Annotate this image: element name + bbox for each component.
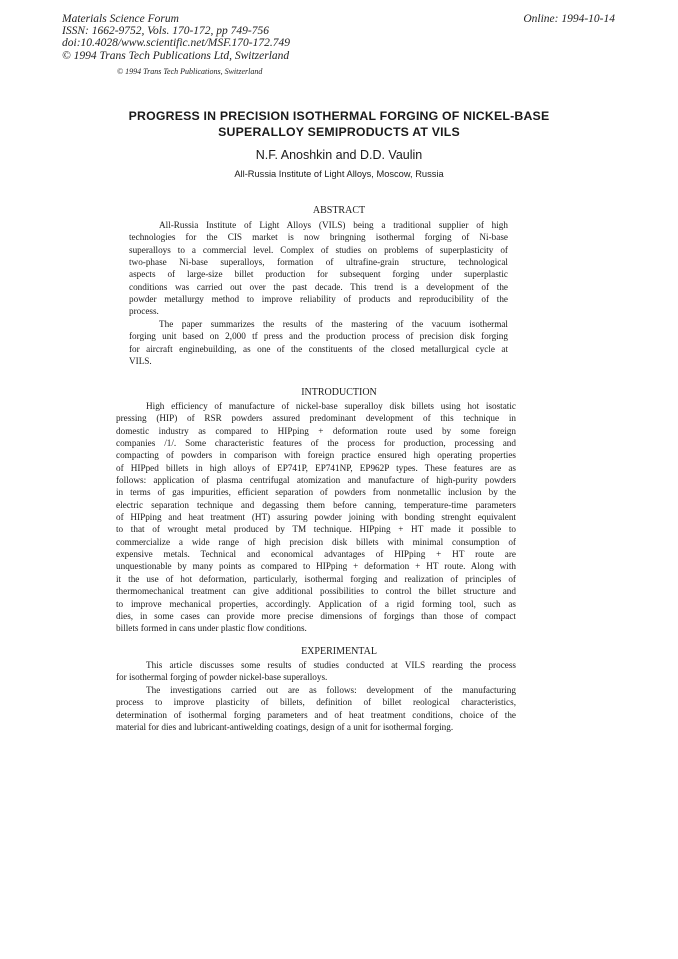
text-line: domestic industry as compared to HIPping + deformation route used by some foreign <box>116 425 516 436</box>
text-line: companies /1/. Some characteristic features of the process for production, processing and <box>116 438 516 449</box>
text-line: to that of wrought metal produced by TM technique. HIPping + HT made it possible to <box>116 524 516 535</box>
text-line: aspects of large-size billet production for subsequent forging under superplastic <box>129 269 508 280</box>
text-line: thermomechanical treatment can give additional possibilities to control the billet structure and <box>116 586 516 597</box>
text-line: This article discusses some results of studies conducted at VILS rearding the process <box>146 660 516 670</box>
paper-title <box>95 109 583 140</box>
text-line: follows: application of plasma centrifugal atomization and manufacture of high-purity powders <box>116 475 516 486</box>
experimental-heading: EXPERIMENTAL <box>301 646 377 657</box>
text-line: High efficiency of manufacture of nickel-base superalloy disk billets using hot isostatic <box>146 401 516 411</box>
text-line: technologies for the CIS market is now bringning isothermal forging of Ni-base <box>129 232 508 243</box>
text-line: process to improve plasticity of billets, definition of billet reological characteristics, <box>116 697 516 708</box>
affiliation: All-Russia Institute of Light Alloys, Moscow, Russia <box>234 169 444 179</box>
text-line: it the use of hot deformation, particularly, isothermal forging and realization of principles of <box>116 573 516 584</box>
text-line: process. <box>129 306 159 317</box>
text-line: to improve mechanical properties, accordingly. Application of a rigid forming tool, such as <box>116 598 516 609</box>
introduction-heading: INTRODUCTION <box>301 387 377 398</box>
online-date: Online: 1994-10-14 <box>523 13 615 25</box>
text-line: powder metallurgy method to improve reliability of products and reproducibility of the <box>129 294 508 305</box>
authors: N.F. Anoshkin and D.D. Vaulin <box>255 148 423 162</box>
experimental-paragraph-1 <box>116 659 516 684</box>
text-line: of HIPping and heat treatment (HT) assuring powder joining with bonding strenght equivalent <box>116 512 516 523</box>
text-line: pressing (HIP) of RSR powders assured predominant development of this technique in <box>116 413 516 424</box>
text-line: superalloys to a commercial level. Complex of studies on problems of superplasticity of <box>129 244 508 255</box>
abstract-paragraph-2 <box>129 318 508 367</box>
title-line: PROGRESS IN PRECISION ISOTHERMAL FORGING OF NICKEL-BASE <box>128 109 550 123</box>
text-line: determination of isothermal forging parameters and of heat treatment conditions, choice of the <box>116 709 516 720</box>
text-line: in terms of gas impurities, efficient separation of powders from nonmetallic inclusion by the <box>116 487 516 498</box>
abstract-paragraph-1 <box>129 219 508 318</box>
text-line: expensive metals. Technical and economical advantages of HIPping + HT route are <box>116 549 516 560</box>
text-line: unquestionable by many points as compared to HIPping + deformation + HT route. Along with <box>116 561 516 572</box>
text-line: of HIPped billets in high alloys of EP741P, EP741NP, EP962P types. These features are as <box>116 462 516 473</box>
text-line: two-phase Ni-base superalloys, formation of ultrafine-grain structure, technological <box>129 257 508 268</box>
experimental-paragraph-2 <box>116 684 516 733</box>
doi-line[interactable]: doi:10.4028/www.scientific.net/MSF.170-172.749 <box>62 37 290 50</box>
text-line: All-Russia Institute of Light Alloys (VILS) being a traditional supplier of high <box>159 220 508 230</box>
text-line: electric separation technique and degassing them before canning, temperature-time parameters <box>116 499 516 510</box>
text-line: forging unit based on 2,000 tf press and the production process of precision disk forging <box>129 331 508 342</box>
text-line: The paper summarizes the results of the mastering of the vacuum isothermal <box>159 319 508 329</box>
text-line: dies, in some cases can provide more precise dimensions of forgings than those of compact <box>116 610 516 621</box>
text-line: for isothermal forging of powder nickel-base superalloys. <box>116 672 328 683</box>
introduction-paragraph <box>116 400 516 635</box>
text-line: conditions was carried out over the past decade. This trend is a development of the <box>129 281 508 292</box>
text-line: material for dies and lubricant-antiwelding coatings, design of a unit for isothermal forging. <box>116 722 454 733</box>
title-line: SUPERALLOY SEMIPRODUCTS AT VILS <box>218 124 460 139</box>
text-line: commercialize a wide range of high precision disk billets with minimal consumption of <box>116 536 516 547</box>
issn-line: ISSN: 1662-9752, Vols. 170-172, pp 749-756 <box>62 25 269 38</box>
journal-name: Materials Science Forum <box>62 13 179 25</box>
citation-header <box>62 13 290 62</box>
text-line: compacting of powders in comparison with foreign practice ensured high operating properties <box>116 450 516 461</box>
text-line: VILS. <box>129 356 152 367</box>
text-line: for aircraft enginebuilding, as one of the constituents of the closed metallurgical cycle at <box>129 343 508 354</box>
abstract-heading: ABSTRACT <box>312 205 366 216</box>
text-line: The investigations carried out are as follows: development of the manufacturing <box>146 685 516 695</box>
publisher-line: © 1994 Trans Tech Publications, Switzerland <box>117 67 263 76</box>
text-line: billets formed in cans under plastic flow conditions. <box>116 623 307 634</box>
copyright-line: © 1994 Trans Tech Publications Ltd, Switzerland <box>62 49 290 62</box>
